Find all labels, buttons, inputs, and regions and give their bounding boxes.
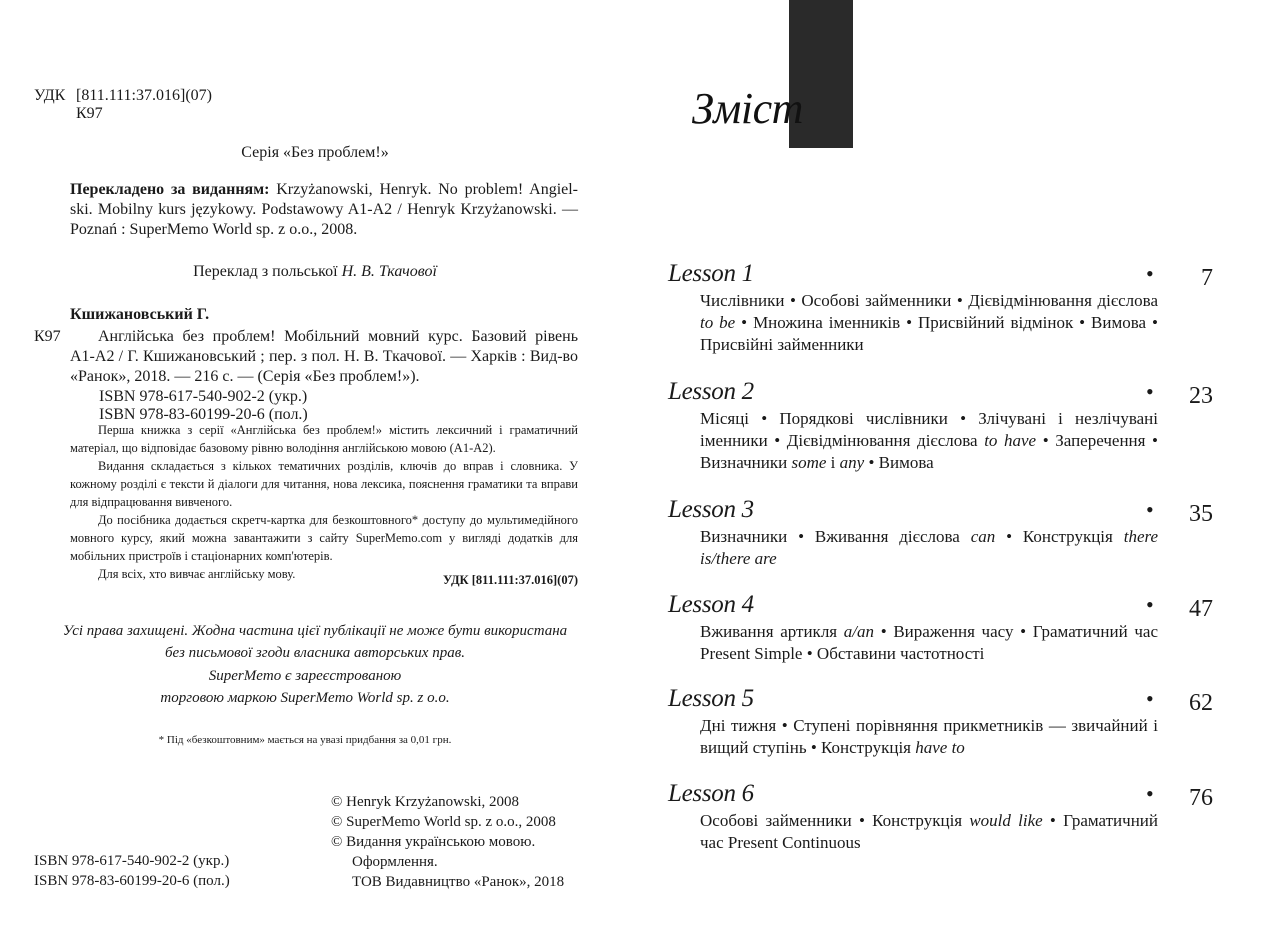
biblio-line1: Англійська без проблем! Мобільний мовний курс. Базовий рівень	[98, 328, 578, 345]
annotation-paragraph: Перша книжка з серії «Англійська без проблем!» містить лексичний і граматичний матеріал, що відповідає базовому рівню володіння англійською мовою (А1-А2).	[70, 423, 578, 455]
topics-italic: some	[791, 453, 827, 472]
udk-label: УДК	[34, 87, 66, 104]
page-number: 47	[1189, 596, 1213, 622]
annotation-paragraph: Для всіх, хто вивчає англійську мову.	[98, 567, 296, 581]
lesson-topics	[700, 621, 1158, 665]
topics-text: • Конструкція	[1006, 527, 1113, 546]
trademark-notice	[0, 665, 610, 709]
trademark-line1: SuperMemo є зареєстрованою	[208, 668, 402, 684]
copyright-line: © Видання українською мовою.	[331, 834, 536, 850]
lesson-title[interactable]: Lesson 4	[668, 591, 754, 618]
lesson-topics	[700, 810, 1158, 854]
udk-code: [811.111:37.016](07)	[76, 87, 212, 104]
translated-from-line3: Poznań : SuperMemo World sp. z o.o., 2008.	[70, 221, 358, 238]
translated-from-label: Перекладено за виданням:	[70, 181, 270, 198]
rights-line1: Усі права захищені. Жодна частина цієї публікації не може бути використана	[62, 623, 568, 639]
bibliographic-record	[70, 327, 578, 387]
topics-italic: to be	[700, 313, 736, 332]
lesson-title[interactable]: Lesson 6	[668, 780, 754, 807]
footnote: * Під «безкоштовним» мається на увазі придбання за 0,01 грн.	[158, 734, 452, 746]
biblio-line3: «Ранок», 2018. — 216 с. — (Серія «Без проблем!»).	[70, 368, 420, 385]
topics-text: Місяці • Порядкові числівники • Злічувані і незлічувані іменники • Дієвідмінювання дієслова	[700, 409, 1158, 450]
topics-text: • Граматичний час Present Continuous	[700, 811, 1159, 852]
lesson-title[interactable]: Lesson 1	[668, 260, 754, 287]
isbn-footer-ukr: ISBN 978-617-540-902-2 (укр.)	[34, 853, 230, 869]
annotation-paragraph: До посібника додається скретч-картка для безкоштовного* доступу до мультимедійного мовного курсу, який можна завантажити з сайту SuperMemo.com у вигляді додатків для мобільних пристроїв і стаціонарних комп'ютерів.	[70, 513, 578, 563]
lesson-title[interactable]: Lesson 2	[668, 378, 754, 405]
topics-italic: to have	[984, 431, 1037, 450]
topics-text: • Заперечення • Визначники	[700, 431, 1158, 472]
translator-name: Н. В. Ткачової	[341, 263, 437, 280]
topics-italic: have to	[915, 738, 965, 757]
lesson-topics	[700, 715, 1158, 759]
isbn-ukr: ISBN 978-617-540-902-2 (укр.)	[99, 388, 308, 405]
annotation-paragraph: Видання складається з кількох тематичних розділів, ключів до вправ і словника. У кожному розділі є тексти й діалоги для читання, нова лексика, пояснення граматики та вправи для відпрацювання вивченого.	[70, 459, 578, 509]
topics-text: Дні тижня • Ступені порівняння прикметників — звичайний і вищий ступінь • Конструкція	[700, 716, 1158, 757]
page-number: 62	[1189, 690, 1213, 716]
topics-text: • Множина іменників • Присвійний відмінок • Вимова • Присвійні займенники	[700, 313, 1158, 354]
translated-from-line2: ski. Mobilny kurs językowy. Podstawowy A1-A2 / Henryk Krzyżanowski. —	[70, 201, 578, 218]
topics-text: Вживання артикля	[700, 622, 838, 641]
translator-credit	[0, 262, 630, 282]
topics-text: • Вимова	[868, 453, 934, 472]
page-number: 76	[1189, 785, 1213, 811]
copyright-line: ТОВ Видавництво «Ранок», 2018	[352, 874, 565, 890]
rights-line2: без письмової згоди власника авторських прав.	[165, 645, 465, 661]
bullet-icon: •	[1146, 379, 1154, 404]
copyright-line: Оформлення.	[352, 854, 438, 870]
lesson-topics	[700, 408, 1158, 474]
toc-entry[interactable]	[668, 780, 1213, 854]
topics-italic: any	[839, 453, 865, 472]
rights-notice	[0, 620, 630, 664]
contents-title: Зміст	[692, 84, 803, 133]
lesson-topics	[700, 290, 1158, 356]
bullet-icon: •	[1146, 261, 1154, 286]
topics-text: і	[830, 453, 836, 472]
isbn-footer	[34, 851, 230, 891]
toc-entry[interactable]	[668, 260, 1213, 356]
topics-italic: can	[970, 527, 996, 546]
isbn-footer-pol: ISBN 978-83-60199-20-6 (пол.)	[34, 873, 230, 889]
copyright-block	[331, 792, 564, 892]
bullet-icon: •	[1146, 781, 1154, 806]
bullet-icon: •	[1146, 686, 1154, 711]
lesson-title[interactable]: Lesson 5	[668, 685, 754, 712]
toc-entry[interactable]	[668, 378, 1213, 474]
series-title: Серія «Без проблем!»	[241, 144, 389, 161]
page-number: 7	[1201, 265, 1213, 291]
topics-italic: a/an	[843, 622, 875, 641]
toc-entry[interactable]	[668, 685, 1213, 759]
trademark-line2: торговою маркою SuperMemo World sp. z o.o.	[160, 690, 450, 706]
translated-from	[70, 180, 578, 240]
topics-italic: there is/there are	[700, 527, 1159, 568]
lesson-title[interactable]: Lesson 3	[668, 496, 754, 523]
cutter-number-2: К97	[34, 328, 61, 345]
copyright-line: © Henryk Krzyżanowski, 2008	[331, 794, 520, 810]
copyright-line: © SuperMemo World sp. z o.o., 2008	[331, 814, 556, 830]
page-number: 35	[1189, 501, 1213, 527]
translator-prefix: Переклад з польської	[193, 263, 338, 280]
toc-entry[interactable]	[668, 591, 1213, 665]
lesson-topics	[700, 526, 1158, 570]
topics-text: Числівники • Особові займенники • Дієвідмінювання дієслова	[700, 291, 1158, 310]
author-name: Кшижановський Г.	[70, 306, 210, 323]
topics-text: Визначники • Вживання дієслова	[700, 527, 960, 546]
translated-from-line1: Krzyżanowski, Henryk. No problem! Angiel-	[276, 181, 579, 198]
topics-italic: would like	[969, 811, 1043, 830]
toc-entry[interactable]	[668, 496, 1213, 570]
topics-text: • Вираження часу • Граматичний час Present Simple • Обставини частотності	[700, 622, 1158, 663]
isbn-pol: ISBN 978-83-60199-20-6 (пол.)	[99, 406, 308, 423]
cutter-number: К97	[76, 105, 103, 122]
page-number: 23	[1189, 383, 1213, 409]
bullet-icon: •	[1146, 592, 1154, 617]
bullet-icon: •	[1146, 497, 1154, 522]
topics-text: Особові займенники • Конструкція	[700, 811, 963, 830]
biblio-line2: А1-А2 / Г. Кшижановський ; пер. з пол. Н. В. Ткачової. — Харків : Вид-во	[70, 348, 578, 365]
annotation	[70, 421, 578, 583]
udk-bottom: УДК [811.111:37.016](07)	[443, 573, 578, 587]
